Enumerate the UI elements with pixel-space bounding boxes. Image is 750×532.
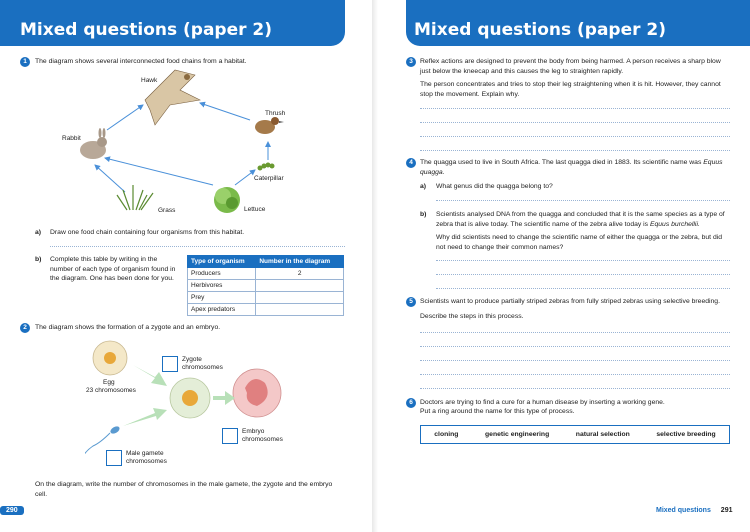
label-thrush: Thrush <box>265 110 286 117</box>
q1b-text: Complete this table by writing in the number of each type of organism found in the diagram. One has been done for you. <box>50 256 176 282</box>
q2-footer-text: On the diagram, write the number of chromosomes in the male gamete, the zygote and the embryo cell. <box>35 481 333 498</box>
answer-line[interactable] <box>436 260 730 261</box>
q3-text-2: The person concentrates and tries to stop their leg straightening when it is hit. However, they cannot stop the movement. Explain why. <box>420 81 721 98</box>
footer-right <box>656 507 732 519</box>
answer-line[interactable] <box>420 346 730 347</box>
q2-text: The diagram shows the formation of a zygote and an embryo. <box>35 324 221 331</box>
page-title-right: Mixed questions (paper 2) <box>406 0 750 46</box>
label-embryo-chrom: chromosomes <box>242 436 283 443</box>
option-natural-selection[interactable]: natural selection <box>575 431 630 438</box>
q1-text: The diagram shows several interconnected food chains from a habitat. <box>35 58 247 65</box>
process-options-box <box>420 425 730 444</box>
answer-line[interactable] <box>436 288 730 289</box>
q1b-label: b) <box>35 256 42 263</box>
q4-text <box>420 158 732 177</box>
table-cell: Producers <box>188 268 256 280</box>
label-egg-chrom: 23 chromosomes <box>86 387 136 394</box>
label-grass: Grass <box>158 207 176 214</box>
question-number-1: 1 <box>20 57 30 67</box>
q5-text-2: Describe the steps in this process. <box>420 313 524 320</box>
answer-line[interactable] <box>420 122 730 123</box>
q4a-label: a) <box>420 183 427 190</box>
page-title-left: Mixed questions (paper 2) <box>0 0 345 46</box>
label-zygote: Zygote <box>182 356 202 363</box>
q4a-text: What genus did the quagga belong to? <box>436 183 553 190</box>
q4b-text-a: Scientists analysed DNA from the quagga and concluded that it is the same species as a type of zebra that is alive today. The scientific name of the zebra alive today is <box>436 211 725 228</box>
answer-line[interactable] <box>420 108 730 109</box>
answer-line[interactable] <box>420 136 730 137</box>
table-header: Type of organism <box>188 256 256 268</box>
answer-line[interactable] <box>420 388 730 389</box>
q4-species-name: Equus quagga. <box>420 159 723 176</box>
answer-line[interactable] <box>436 200 730 201</box>
table-cell: Apex predators <box>188 304 256 316</box>
answer-line[interactable] <box>420 332 730 333</box>
q6-text-2: Put a ring around the name for this type of process. <box>420 408 575 415</box>
q4b-species-name: Equus burchellii. <box>649 220 700 228</box>
question-number-4: 4 <box>406 158 416 168</box>
table-cell: Herbivores <box>188 280 256 292</box>
label-egg: Egg <box>103 379 115 386</box>
question-number-2: 2 <box>20 323 30 333</box>
footer-section-label: Mixed questions <box>656 507 711 514</box>
table-cell: 2 <box>256 268 344 280</box>
table-cell: Prey <box>188 292 256 304</box>
label-hawk: Hawk <box>141 77 158 84</box>
label-zygote-chrom: chromosomes <box>182 364 223 371</box>
label-caterpillar: Caterpillar <box>254 175 284 182</box>
q1a-text: Draw one food chain containing four organisms from this habitat. <box>50 229 245 236</box>
q4-text-a: The quagga used to live in South Africa. The last quagga died in 1883. Its scientific name was <box>420 159 702 166</box>
q4b-text <box>436 210 732 229</box>
answer-line[interactable] <box>420 360 730 361</box>
option-genetic-engineering[interactable]: genetic engineering <box>485 431 550 438</box>
page-number-left: 290 <box>0 506 24 515</box>
q3-text-1: Reflex actions are designed to prevent the body from being harmed. A person receives a sharp blow just below the kneecap and this causes the leg to straighten rapidly. <box>420 58 721 75</box>
page-number-right: 291 <box>720 507 733 514</box>
q5-text-1: Scientists want to produce partially striped zebras from fully striped zebras using selective breeding. <box>420 298 720 305</box>
question-number-3: 3 <box>406 57 416 67</box>
label-rabbit: Rabbit <box>62 135 81 142</box>
label-lettuce: Lettuce <box>244 206 266 213</box>
label-embryo: Embryo <box>242 428 265 435</box>
table-header: Number in the diagram <box>256 256 344 268</box>
answer-line[interactable] <box>420 374 730 375</box>
option-cloning[interactable]: cloning <box>434 431 459 438</box>
q1a-label: a) <box>35 229 42 236</box>
q6-text-1: Doctors are trying to find a cure for a human disease by inserting a working gene. <box>420 399 665 406</box>
label-male-chrom: chromosomes <box>126 458 167 465</box>
question-number-6: 6 <box>406 398 416 408</box>
label-male-gamete: Male gamete <box>126 450 164 457</box>
answer-line[interactable] <box>420 150 730 151</box>
option-selective-breeding[interactable]: selective breeding <box>656 431 716 438</box>
q4b-label: b) <box>420 211 427 218</box>
question-number-5: 5 <box>406 297 416 307</box>
answer-line[interactable] <box>436 274 730 275</box>
q4b-text-2: Why did scientists need to change the scientific name of either the quagga or the zebra, but did not need to change their common names? <box>436 234 723 251</box>
